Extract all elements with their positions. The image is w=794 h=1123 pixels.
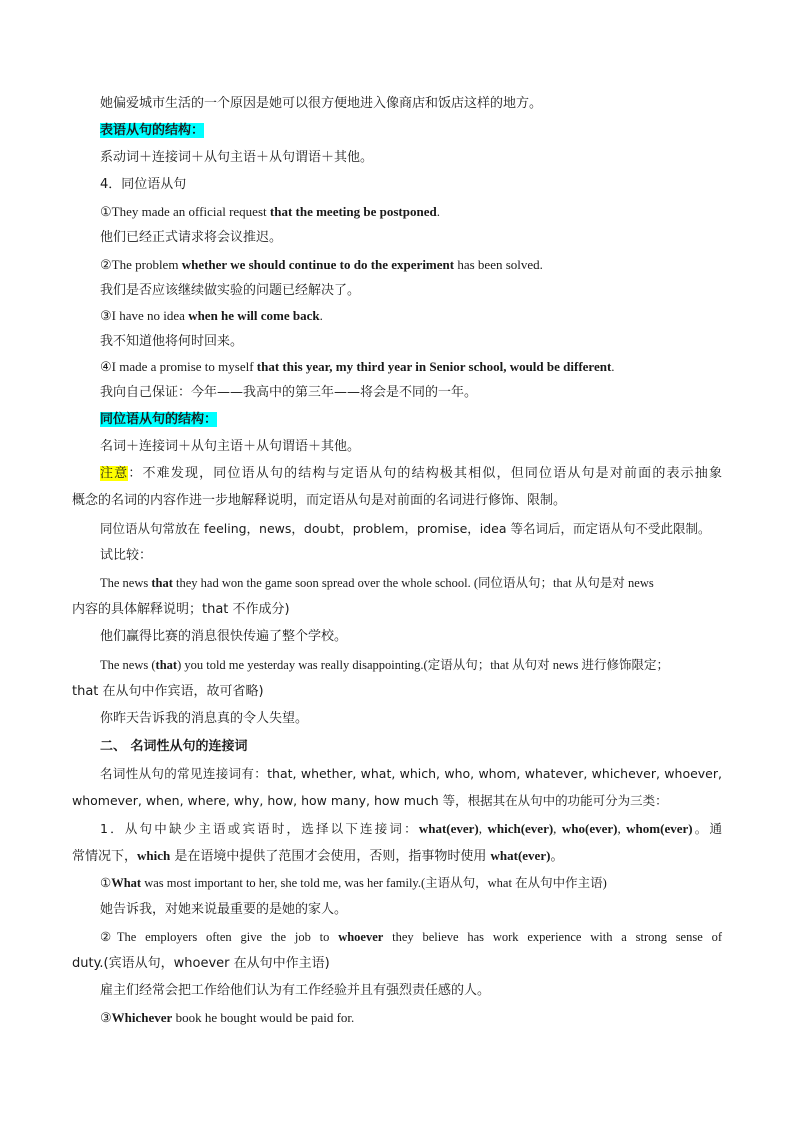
section-heading xyxy=(100,122,204,140)
rule-text: 。通 xyxy=(692,821,722,836)
clause-bold: that the meeting be postponed xyxy=(269,204,437,219)
highlighted-heading: 同位语从句的结构： xyxy=(100,412,218,427)
subsection-heading: 4．同位语从句 xyxy=(100,177,187,192)
clause-bold: Whichever xyxy=(111,1010,173,1025)
paragraph-line: 同位语从句常放在 feeling，news，doubt，problem，promise，idea 等名词后，而定语从句不受此限制。 xyxy=(100,521,711,536)
sentence-part: ①They made an official request xyxy=(100,204,270,219)
clause-bold: What xyxy=(111,876,142,890)
sentence-part: was most important to her, she told me, was her family.(主语从句，what 在从句中作主语) xyxy=(141,876,607,890)
sentence-part: ②The employers often give the job to xyxy=(100,930,339,944)
translation-line: 我不知道他将何时回来。 xyxy=(100,334,244,349)
paragraph-line: whomever, when, where, why, how, how many, how much 等，根据其在从句中的功能可分为三类： xyxy=(72,793,668,808)
clause-bold: whether we should continue to do the experiment xyxy=(181,257,455,272)
sentence-part: ③I have no idea xyxy=(100,308,189,323)
sentence-part: they believe has work experience with a strong sense of xyxy=(383,930,722,944)
connector-word: what(ever) xyxy=(490,848,551,863)
sentence-part: The news xyxy=(100,576,152,590)
section-heading xyxy=(100,411,217,429)
explanation-cont: duty.(宾语从句，whoever 在从句中作主语) xyxy=(72,956,330,971)
example-sentence xyxy=(100,256,543,274)
example-sentence xyxy=(100,574,722,592)
highlighted-heading: 表语从句的结构： xyxy=(100,123,205,138)
translation-line: 我向自己保证：今年——我高中的第三年——将会是不同的一年。 xyxy=(100,385,478,400)
note-paragraph xyxy=(100,465,722,483)
note-text: ：不难发现，同位语从句的结构与定语从句的结构极其相似，但同位语从句是对前面的表示抽象 xyxy=(128,466,722,481)
example-sentence xyxy=(100,656,722,674)
example-sentence xyxy=(100,358,615,376)
section-title: 二、 名词性从句的连接词 xyxy=(100,739,248,754)
rule-text: 是在语境中提供了范围才会使用，否则，指事物时使用 xyxy=(170,849,491,864)
note-paragraph-cont: 概念的名词的内容作进一步地解释说明，而定语从句是对前面的名词进行修饰、限制。 xyxy=(72,493,567,508)
translation-line: 他们赢得比赛的消息很快传遍了整个学校。 xyxy=(100,629,348,644)
translation-line: 我们是否应该继续做实验的问题已经解决了。 xyxy=(100,283,361,298)
compare-label: 试比较： xyxy=(100,548,153,563)
structure-line: 系动词＋连接词＋从句主语＋从句谓语＋其他。 xyxy=(100,150,374,165)
connector-word: whom(ever) xyxy=(626,821,693,836)
explanation-cont: 内容的具体解释说明；that 不作成分) xyxy=(72,602,290,617)
sentence-part: . xyxy=(611,359,615,374)
translation-line: 他们已经正式请求将会议推迟。 xyxy=(100,230,283,245)
example-sentence xyxy=(100,203,440,221)
rule-text: 。 xyxy=(550,849,564,864)
connector-word: which xyxy=(137,848,171,863)
sentence-part: ④I made a promise to myself xyxy=(100,359,257,374)
rule-text: 常情况下， xyxy=(72,849,138,864)
clause-bold: whoever xyxy=(338,930,384,944)
connector-word: which(ever) xyxy=(487,821,554,836)
explanation-cont: that 在从句中作宾语，故可省略) xyxy=(72,684,264,699)
example-sentence xyxy=(100,928,722,946)
translation-line: 雇主们经常会把工作给他们认为有工作经验并且有强烈责任感的人。 xyxy=(100,983,491,998)
note-label: 注意 xyxy=(100,466,129,481)
sentence-part: they had won the game soon spread over the whole school. (同位语从句；that 从句是对 news xyxy=(172,576,654,590)
sentence-part: book he bought would be paid for. xyxy=(172,1010,355,1025)
sentence-part: . xyxy=(436,204,440,219)
translation-line: 她偏爱城市生活的一个原因是她可以很方便地进入像商店和饭店这样的地方。 xyxy=(100,96,543,111)
clause-bold: that this year, my third year in Senior school, would be different xyxy=(256,359,612,374)
clause-bold: when he will come back xyxy=(188,308,320,323)
clause-bold: that xyxy=(151,576,173,590)
clause-bold: that xyxy=(155,658,178,672)
connector-word: who(ever) xyxy=(561,821,618,836)
connector-word: what(ever) xyxy=(418,821,479,836)
rule-line xyxy=(100,820,722,838)
rule-text: 1．从句中缺少主语或宾语时，选择以下连接词： xyxy=(100,821,419,836)
example-sentence xyxy=(100,874,607,892)
translation-line: 你昨天告诉我的消息真的令人失望。 xyxy=(100,711,309,726)
sentence-part: ① xyxy=(100,876,112,890)
example-sentence xyxy=(100,307,323,325)
sentence-part: ②The problem xyxy=(100,257,182,272)
separator: , xyxy=(478,821,488,836)
example-sentence xyxy=(100,1009,354,1027)
separator: , xyxy=(617,821,627,836)
sentence-part: has been solved. xyxy=(454,257,543,272)
rule-line-cont xyxy=(72,847,563,866)
translation-line: 她告诉我，对她来说最重要的是她的家人。 xyxy=(100,902,348,917)
sentence-part: . xyxy=(319,308,323,323)
structure-line: 名词＋连接词＋从句主语＋从句谓语＋其他。 xyxy=(100,439,361,454)
separator: , xyxy=(553,821,562,836)
sentence-part: ③ xyxy=(100,1010,112,1025)
paragraph-line: 名词性从句的常见连接词有：that, whether, what, which, who, whom, whatever, whichever, whoever, xyxy=(100,766,722,781)
sentence-part: ) you told me yesterday was really disappointing.(定语从句；that 从句对 news 进行修饰限定； xyxy=(177,658,670,672)
sentence-part: The news ( xyxy=(100,658,156,672)
